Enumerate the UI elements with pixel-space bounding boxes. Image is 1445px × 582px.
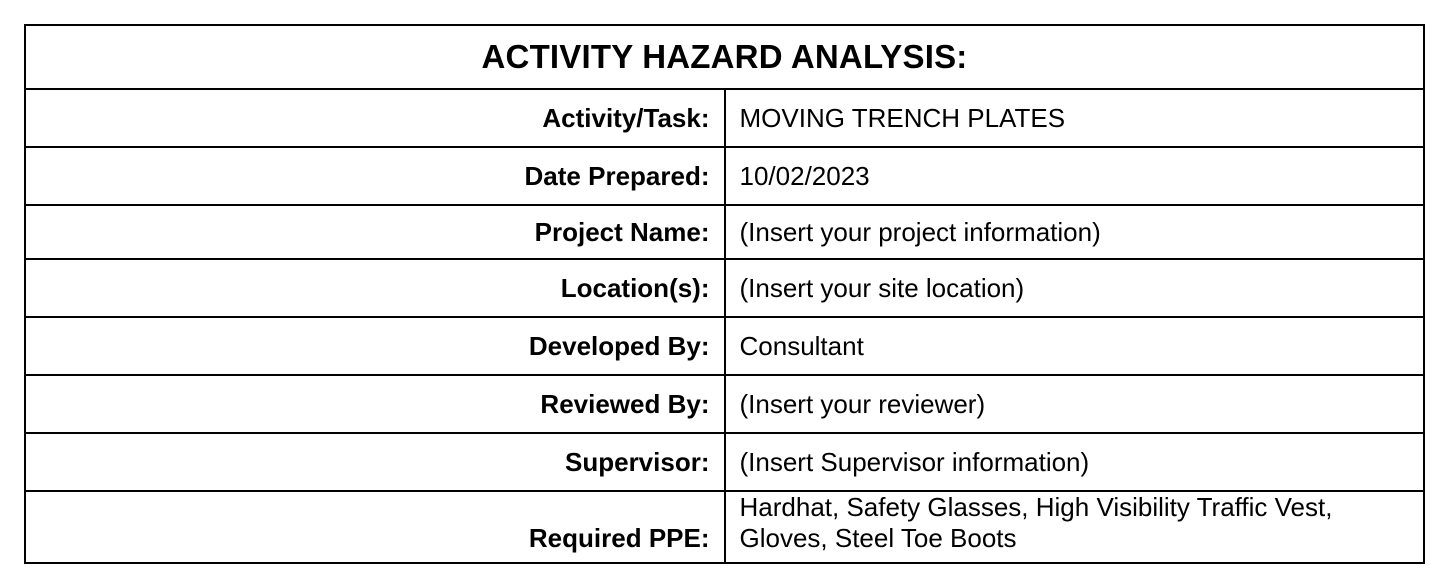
location-value: (Insert your site location) xyxy=(725,259,1425,317)
activity-hazard-analysis-table xyxy=(24,24,1425,564)
project-name-value: (Insert your project information) xyxy=(725,205,1425,259)
location-row xyxy=(25,259,1424,317)
date-prepared-row xyxy=(25,147,1424,205)
reviewed-by-value: (Insert your reviewer) xyxy=(725,375,1425,433)
date-prepared-value: 10/02/2023 xyxy=(725,147,1425,205)
developed-by-label: Developed By: xyxy=(25,317,725,375)
project-name-label: Project Name: xyxy=(25,205,725,259)
supervisor-label: Supervisor: xyxy=(25,433,725,491)
activity-task-row xyxy=(25,89,1424,147)
location-label: Location(s): xyxy=(25,259,725,317)
developed-by-row xyxy=(25,317,1424,375)
required-ppe-row xyxy=(25,491,1424,563)
required-ppe-label: Required PPE: xyxy=(25,491,725,563)
reviewed-by-row xyxy=(25,375,1424,433)
activity-task-label: Activity/Task: xyxy=(25,89,725,147)
title-row xyxy=(25,25,1424,89)
document-title: ACTIVITY HAZARD ANALYSIS: xyxy=(25,25,1424,89)
date-prepared-label: Date Prepared: xyxy=(25,147,725,205)
reviewed-by-label: Reviewed By: xyxy=(25,375,725,433)
required-ppe-value: Hardhat, Safety Glasses, High Visibility Traffic Vest, Gloves, Steel Toe Boots xyxy=(725,491,1425,563)
developed-by-value: Consultant xyxy=(725,317,1425,375)
supervisor-row xyxy=(25,433,1424,491)
project-name-row xyxy=(25,205,1424,259)
supervisor-value: (Insert Supervisor information) xyxy=(725,433,1425,491)
activity-task-value: MOVING TRENCH PLATES xyxy=(725,89,1425,147)
